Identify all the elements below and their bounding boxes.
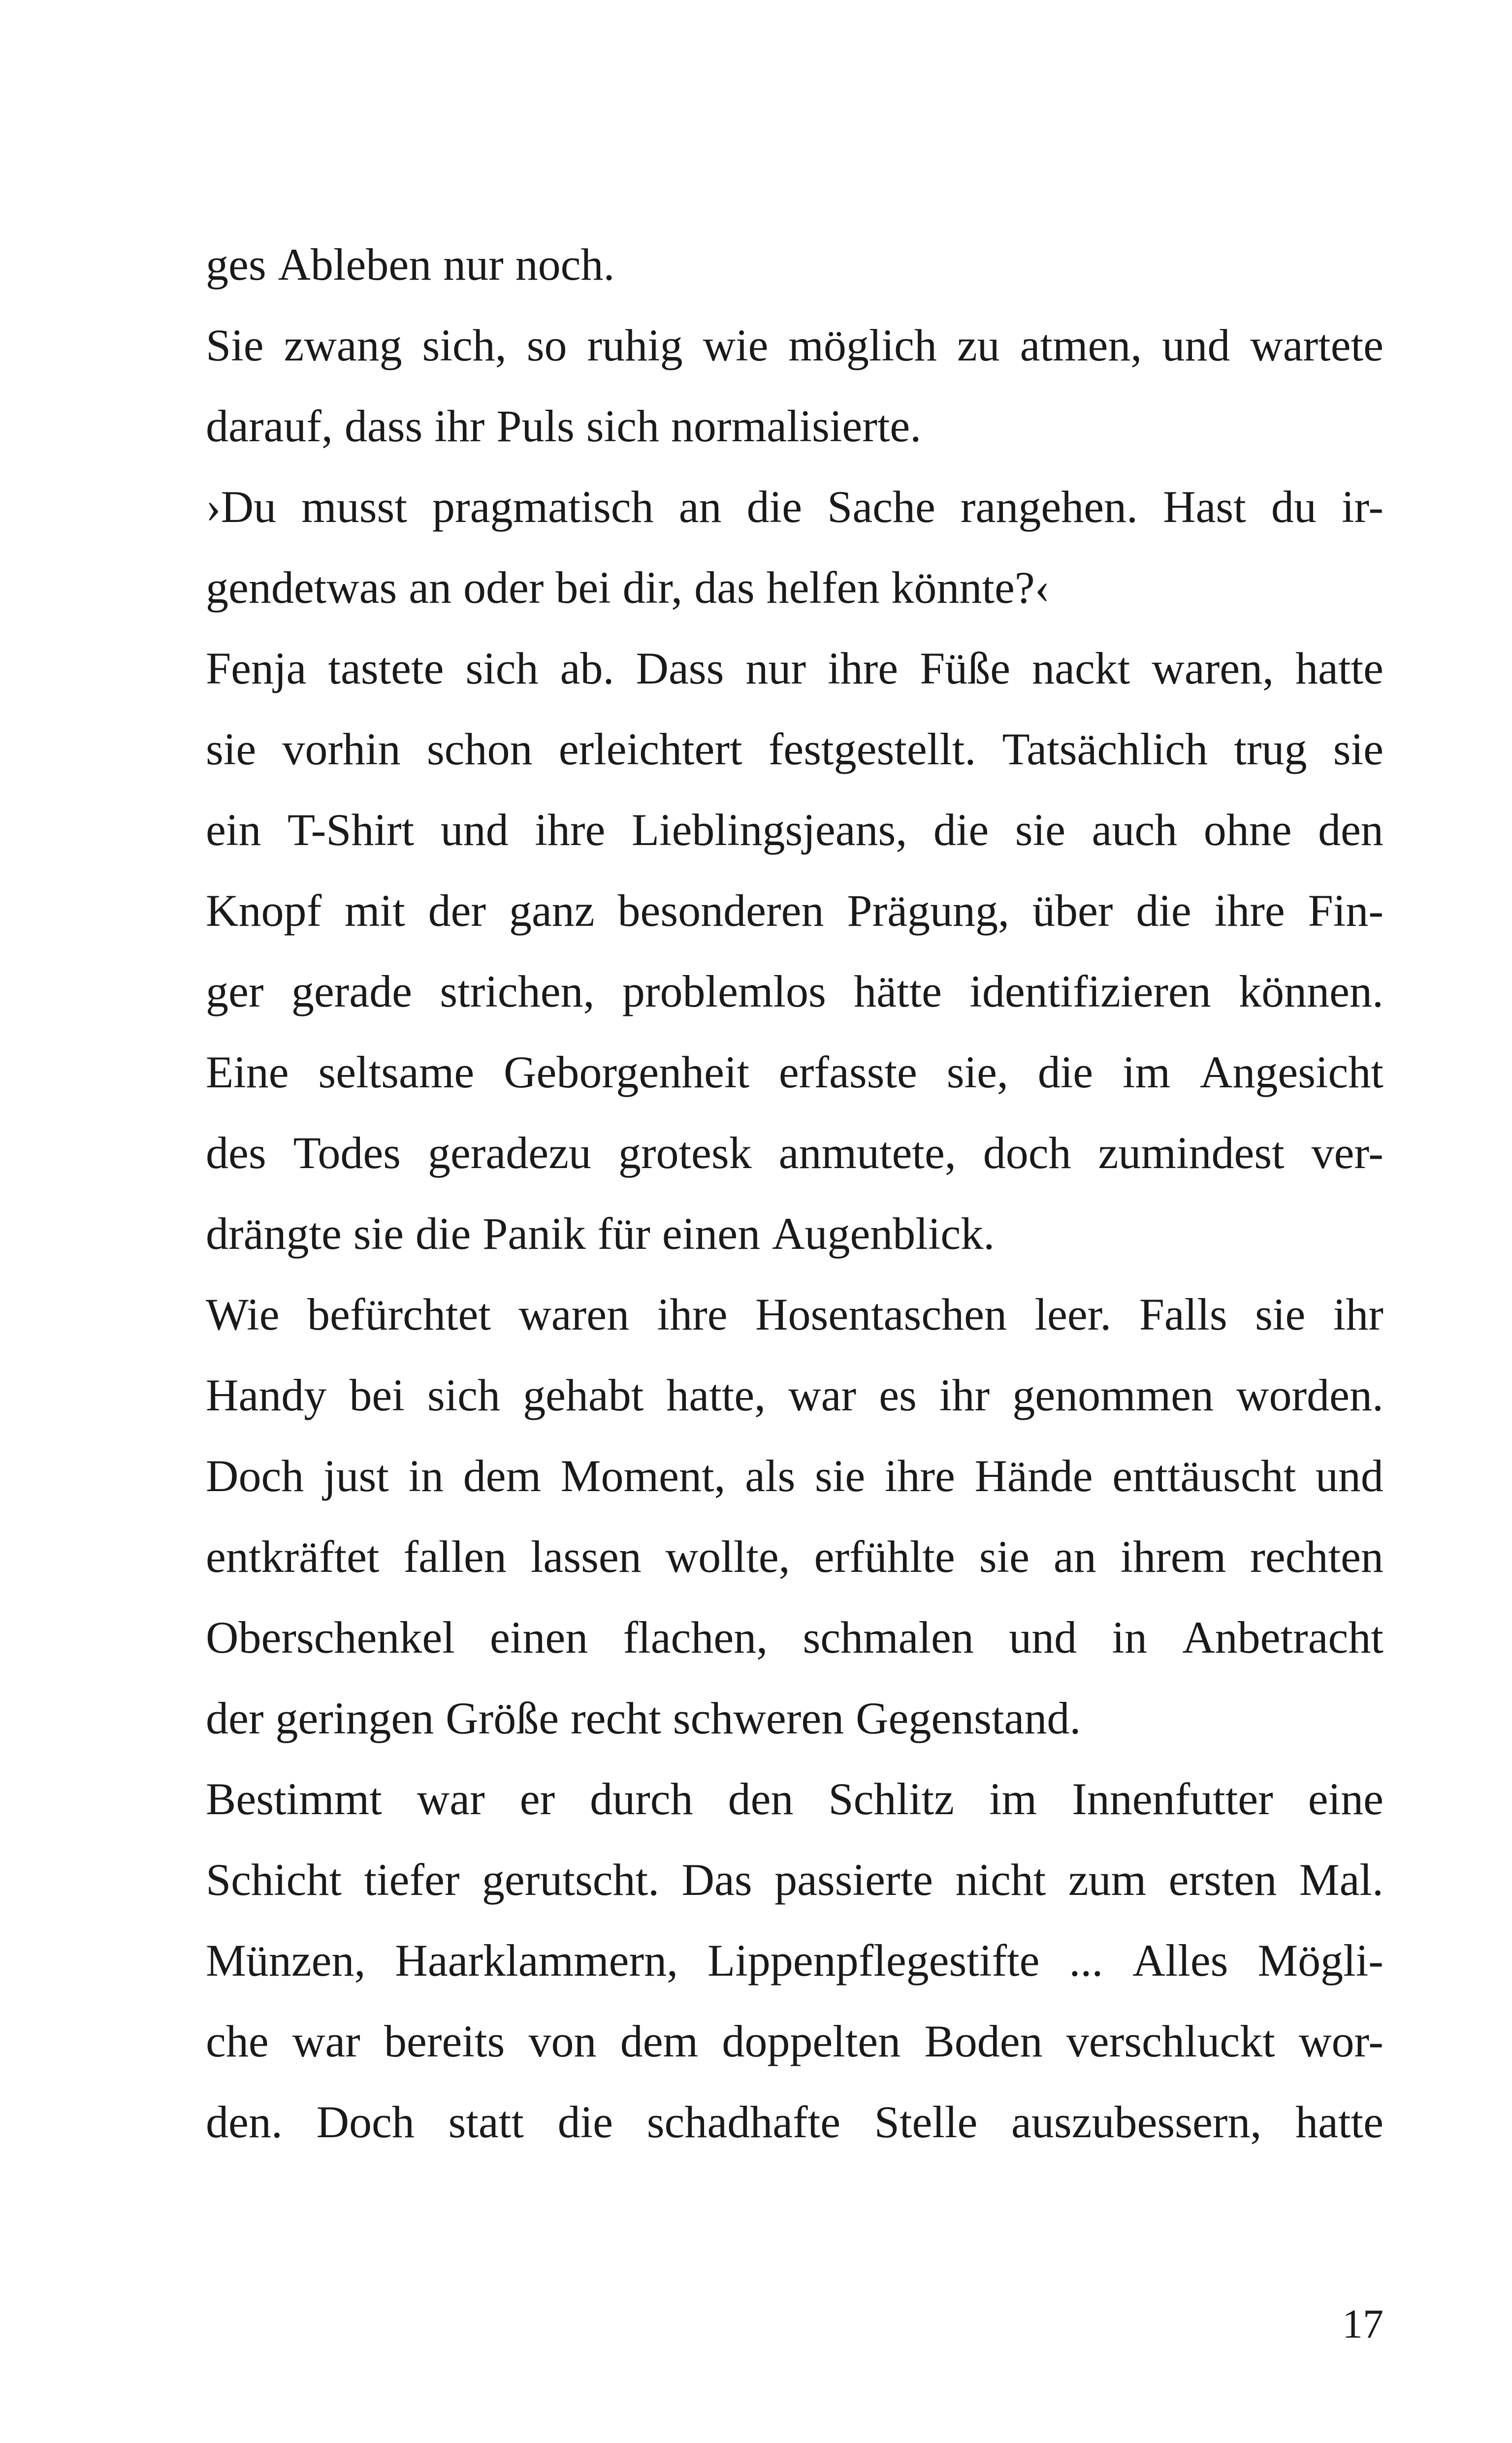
body-text [206,224,1383,2162]
text-line: Bestimmt war er durch den Schlitz im Innenfutter eine [206,1774,1383,1824]
text-line: darauf, dass ihr Puls sich normalisierte. [206,401,922,451]
text-line: des Todes geradezu grotesk anmutete, doch zumindest ver- [206,1128,1383,1178]
text-line: Doch just in dem Moment, als sie ihre Hände enttäuscht und [206,1451,1383,1501]
text-line: Schicht tiefer gerutscht. Das passierte nicht zum ersten Mal. [206,1855,1383,1905]
text-line: Sie zwang sich, so ruhig wie möglich zu atmen, und wartete [206,320,1383,370]
text-line: den. Doch statt die schadhafte Stelle auszubessern, hatte [206,2097,1383,2147]
text-line: ein T-Shirt und ihre Lieblingsjeans, die sie auch ohne den [206,805,1383,855]
text-line: Wie befürchtet waren ihre Hosentaschen leer. Falls sie ihr [206,1289,1383,1339]
page-number: 17 [1342,2301,1383,2347]
text-line: Handy bei sich gehabt hatte, war es ihr genommen worden. [206,1370,1383,1420]
text-line: Eine seltsame Geborgenheit erfasste sie, die im Angesicht [206,1047,1383,1097]
text-line: ges Ableben nur noch. [206,239,615,290]
text-line: gendetwas an oder bei dir, das helfen könnte?‹ [206,562,1050,613]
text-line: ›Du musst pragmatisch an die Sache rangehen. Hast du ir- [206,482,1383,532]
text-line: che war bereits von dem doppelten Boden verschluckt wor- [206,2016,1383,2066]
text-line: Oberschenkel einen flachen, schmalen und in Anbetracht [206,1612,1383,1662]
text-line: sie vorhin schon erleichtert festgestellt. Tatsächlich trug sie [206,724,1383,774]
text-line: ger gerade strichen, problemlos hätte identifizieren können. [206,966,1383,1016]
text-line: Münzen, Haarklammern, Lippenpflegestifte ... Alles Mögli- [206,1935,1383,1986]
text-line: der geringen Größe recht schweren Gegenstand. [206,1693,1081,1743]
text-line: Fenja tastete sich ab. Dass nur ihre Füße nackt waren, hatte [206,643,1383,693]
text-line: Knopf mit der ganz besonderen Prägung, über die ihre Fin- [206,885,1383,936]
text-line: drängte sie die Panik für einen Augenblick. [206,1208,995,1259]
text-line: entkräftet fallen lassen wollte, erfühlte sie an ihrem rechten [206,1531,1383,1582]
